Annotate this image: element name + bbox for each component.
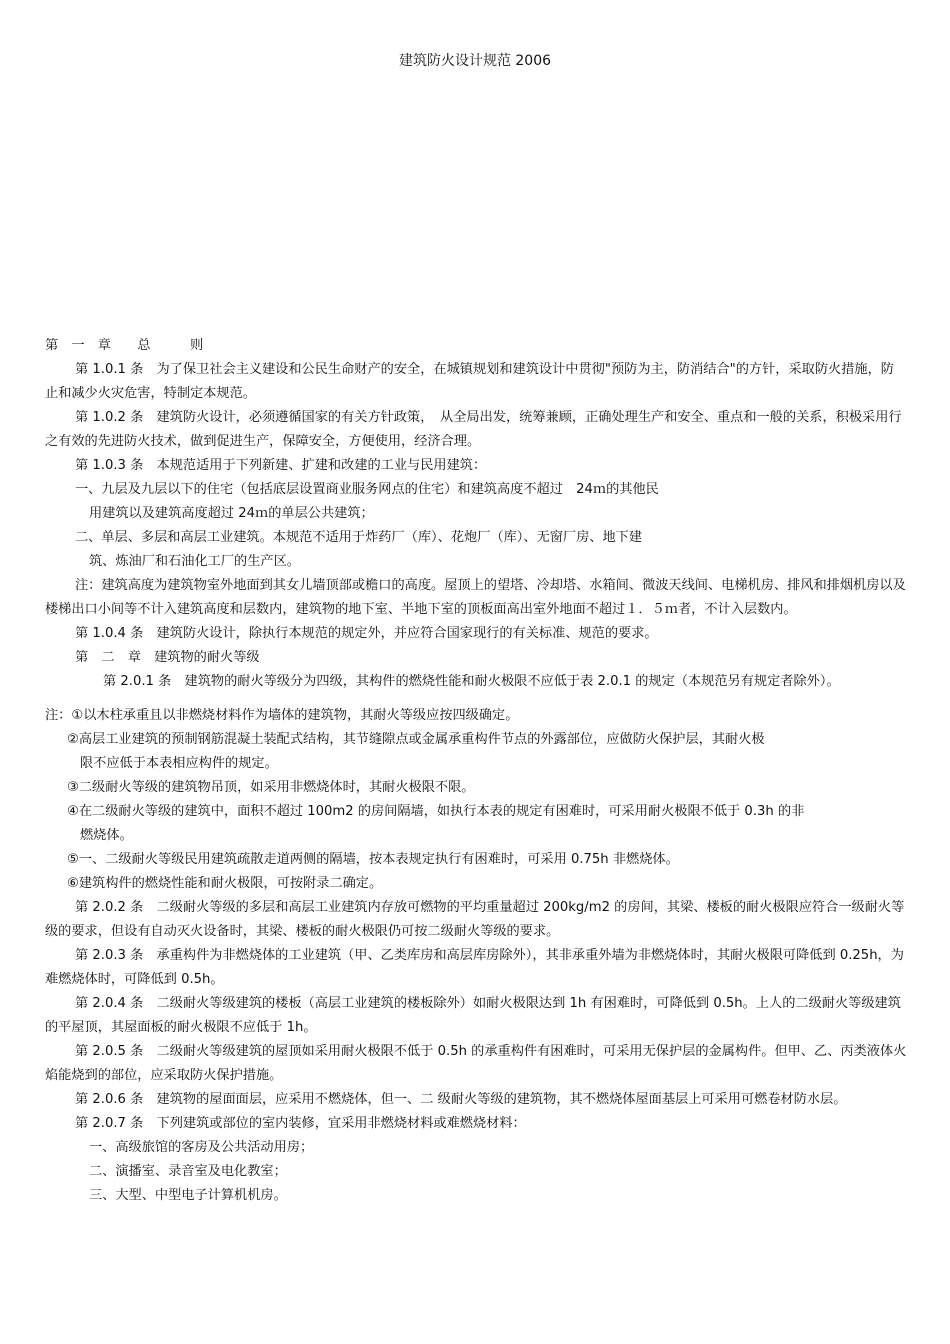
article-1-0-3-item-1-cont: 用建筑以及建筑高度超过 24ｍ的单层公共建筑； bbox=[89, 506, 374, 521]
note-6: ⑥建筑构件的燃烧性能和耐火极限，可按附录二确定。 bbox=[67, 876, 383, 891]
article-2-0-5: 第 2.0.5 条 二级耐火等级建筑的屋顶如采用耐火极限不低于 0.5h 的承重构件有困难时，可采用无保护层的金属构件。但甲、乙、丙类液体火焰能烧到的部位，应采取防火保护措施。 bbox=[45, 1044, 907, 1083]
article-2-0-7: 第 2.0.7 条 下列建筑或部位的室内装修，宜采用非燃烧材料或难燃烧材料： bbox=[75, 1116, 526, 1131]
article-1-0-1: 第 1.0.1 条 为了保卫社会主义建设和公民生命财产的安全，在城镇规划和建筑设计中贯彻"预防为主，防消结合"的方针，采取防火措施，防止和减少火灾危害，特制定本规范。 bbox=[45, 362, 894, 401]
document-title: 建筑防火设计规范 2006 bbox=[398, 53, 552, 69]
note-4-cont: 燃烧体。 bbox=[80, 828, 133, 843]
article-2-0-3: 第 2.0.3 条 承重构件为非燃烧体的工业建筑（甲、乙类库房和高层库房除外），其非承重外墙为非燃烧体时，其耐火极限可降低到 0.25h，为难燃烧体时，可降低到 0.5h。 bbox=[45, 948, 904, 987]
chapter-2-heading: 第 二 章 建筑物的耐火等级 bbox=[75, 650, 260, 665]
note-2: ②高层工业建筑的预制钢筋混凝土装配式结构，其节缝隙点或金属承重构件节点的外露部位，应做防火保护层，其耐火极 bbox=[67, 732, 765, 747]
article-2-0-1: 第 2.0.1 条 建筑物的耐火等级分为四级，其构件的燃烧性能和耐火极限不应低于表 2.0.1 的规定（本规范另有规定者除外）。 bbox=[103, 674, 840, 689]
article-1-0-3-item-1: 一、九层及九层以下的住宅（包括底层设置商业服务网点的住宅）和建筑高度不超过 24ｍ的其他民 bbox=[75, 482, 659, 497]
article-1-0-3: 第 1.0.3 条 本规范适用于下列新建、扩建和改建的工业与民用建筑： bbox=[75, 458, 487, 473]
note-2-cont: 限不应低于本表相应构件的规定。 bbox=[80, 756, 278, 771]
document-body bbox=[45, 334, 907, 1208]
article-1-0-3-item-2-cont: 筑、炼油厂和石油化工厂的生产区。 bbox=[89, 554, 300, 569]
article-2-0-7-item-3: 三、大型、中型电子计算机机房。 bbox=[89, 1188, 287, 1203]
article-1-0-2: 第 1.0.2 条 建筑防火设计，必须遵循国家的有关方针政策， 从全局出发，统筹兼顾，正确处理生产和安全、重点和一般的关系，积极采用行之有效的先进防火技术，做到促进生产，保障安全，方便使用，经济合理。 bbox=[45, 410, 902, 449]
chapter-1-heading: 第 一 章 总 则 bbox=[45, 338, 204, 353]
note-3: ③二级耐火等级的建筑物吊顶，如采用非燃烧体时，其耐火极限不限。 bbox=[67, 780, 475, 795]
article-1-0-3-item-2: 二、单层、多层和高层工业建筑。本规范不适用于炸药厂（库）、花炮厂（库）、无窗厂房、地下建 bbox=[75, 530, 643, 545]
article-2-0-6: 第 2.0.6 条 建筑物的屋面面层，应采用不燃烧体，但一、二 级耐火等级的建筑物，其不燃烧体屋面基层上可采用可燃卷材防水层。 bbox=[75, 1092, 847, 1107]
note-1: 注：①以木柱承重且以非燃烧材料作为墙体的建筑物，其耐火等级应按四级确定。 bbox=[45, 708, 519, 723]
note-5: ⑤一、二级耐火等级民用建筑疏散走道两侧的隔墙，按本表规定执行有困难时，可采用 0.75h 非燃烧体。 bbox=[67, 852, 679, 867]
note-4: ④在二级耐火等级的建筑中，面积不超过 100m2 的房间隔墙，如执行本表的规定有困难时，可采用耐火极限不低于 0.3h 的非 bbox=[67, 804, 805, 819]
article-2-0-7-item-2: 二、演播室、录音室及电化教室； bbox=[89, 1164, 287, 1179]
article-2-0-4: 第 2.0.4 条 二级耐火等级建筑的楼板（高层工业建筑的楼板除外）如耐火极限达到 1h 有困难时，可降低到 0.5h。上人的二级耐火等级建筑的平屋顶，其屋面板的耐火极限不应低于 1h。 bbox=[45, 996, 901, 1035]
article-1-0-4: 第 1.0.4 条 建筑防火设计，除执行本规范的规定外，并应符合国家现行的有关标准、规范的要求。 bbox=[75, 626, 658, 641]
article-2-0-2: 第 2.0.2 条 二级耐火等级的多层和高层工业建筑内存放可燃物的平均重量超过 200kg/m2 的房间，其梁、楼板的耐火极限应符合一级耐火等级的要求，但设有自动灭火设备时，其梁、楼板的耐火极限仍可按二级耐火等级的要求。 bbox=[45, 900, 905, 939]
article-1-0-3-note: 注：建筑高度为建筑物室外地面到其女儿墙顶部或檐口的高度。屋顶上的望塔、冷却塔、水箱间、微波天线间、电梯机房、排风和排烟机房以及楼梯出口小间等不计入建筑高度和层数内，建筑物的地下室、半地下室的顶板面高出室外地面不超过１．５ｍ者，不计入层数内。 bbox=[45, 578, 906, 617]
article-2-0-7-item-1: 一、高级旅馆的客房及公共活动用房； bbox=[89, 1140, 314, 1155]
